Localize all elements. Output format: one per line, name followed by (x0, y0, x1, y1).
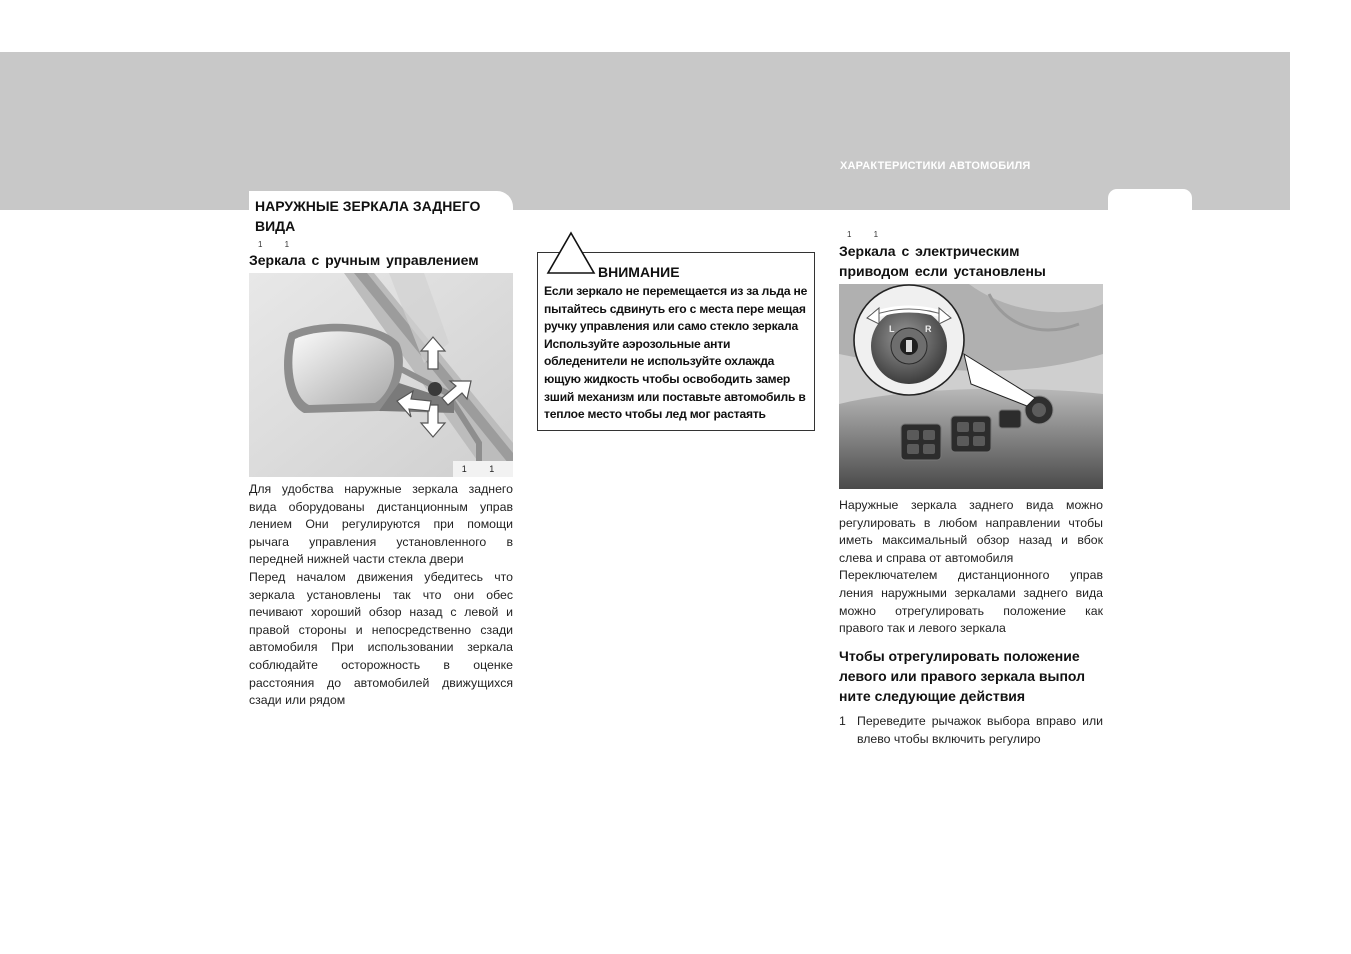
power-mirror-switch-illustration (839, 284, 1103, 489)
page-number-tab (1108, 189, 1192, 211)
manual-mirror-figure (249, 273, 513, 477)
manual-mirror-subheading: Зеркала с ручным управлением (249, 252, 479, 268)
warning-box (537, 252, 815, 431)
warning-title: ВНИМАНИЕ (598, 264, 680, 280)
warning-triangle-icon (546, 231, 596, 275)
switch-label-right: R (925, 324, 932, 334)
step-1-number: 1 (839, 714, 846, 728)
right-paragraph-2: Переключателем дистанционного управ ления наружными зеркалами заднего вида можно отрегулировать положение как правого так и левого зеркала (839, 568, 1103, 636)
figure-label: 1 1 (453, 461, 513, 477)
page-title: НАРУЖНЫЕ ЗЕРКАЛА ЗАДНЕГО ВИДА (255, 198, 481, 234)
right-paragraph-1: Наружные зеркала заднего вида можно регулировать в любом направлении чтобы иметь максимальный обзор назад и вбок слева и справа от автомобиля (839, 498, 1103, 565)
right-ref: 1 1 (847, 230, 889, 239)
electric-mirror-subheading: Зеркала с электрическим приводом если установлены (839, 243, 1046, 279)
header-band (0, 52, 1290, 210)
right-body (839, 497, 1103, 638)
left-paragraph-2: Перед началом движения убедитесь что зеркала установлены так что они обес печивают хороший обзор назад с левой и правой стороны и непосредственно сзади автомобиля При использовании зеркала соблюдайте осторожность в оценке расстояния до автомобилей движущихся сзади или рядом (249, 569, 513, 708)
switch-label-left: L (889, 324, 895, 334)
left-ref: 1 1 (258, 240, 300, 249)
electric-mirror-figure (839, 284, 1103, 489)
warning-text: Если зеркало не перемещается из за льда не пытайтесь сдвинуть его с места пере мещая ручку управления или само стекло зеркала Используйте аэрозольные анти обледенители не используйте охлажда ющую жидкость чтобы освободить замер зший механизм или поставьте автомобиль в теплое место чтобы лед мог растаять (544, 284, 808, 422)
left-body (249, 481, 513, 710)
step-1-text: Переведите рычажок выбора вправо или влево чтобы включить регулиро (857, 714, 1103, 746)
manual-mirror-illustration (249, 273, 513, 477)
section-title: ХАРАКТЕРИСТИКИ АВТОМОБИЛЯ (840, 160, 1031, 172)
procedure-heading: Чтобы отрегулировать положение левого или правого зеркала выпол ните следующие действия (839, 648, 1085, 704)
left-paragraph-1: Для удобства наружные зеркала заднего вида оборудованы дистанционным управ лением Они регулируются при помощи рычага управления установленного в передней нижней части стекла двери (249, 482, 513, 567)
